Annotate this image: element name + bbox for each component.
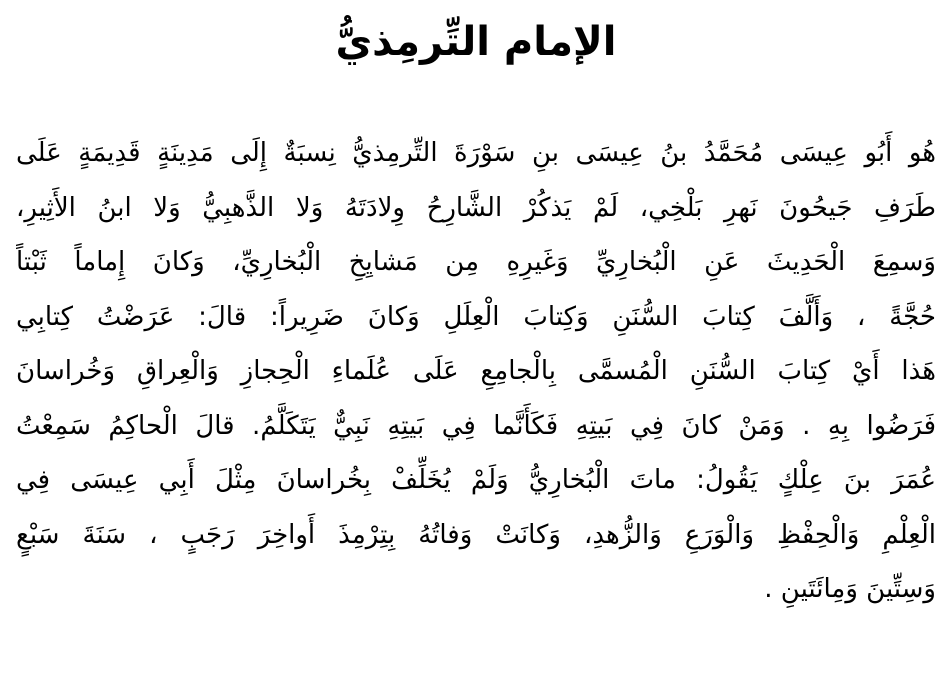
text-line: فَرَضُوا بِهِ . وَمَنْ كانَ فِي بَيتِهِ فَكَأَنَّما فِي بَيتِهِ نَبِيٌّ يَتَكَلَّمُ. قالَ الْحاكِمُ سَمِعْتُ [16,410,936,441]
text-line: وَسِتِّينَ وَمِائَتَينِ . [764,574,936,604]
biography-paragraph [16,126,936,617]
text-line: طَرَفِ جَيحُونَ نَهرِ بَلْخِي، لَمْ يَذكُرْ الشَّارِحُ وِلادَتَهُ وَلا الذَّهبِيُّ وَلا ابنُ الأَثِيرِ، [16,192,936,223]
text-line: حُجَّةً ، وَأَلَّفَ كِتابَ السُّنَنِ وَكِتابَ الْعِلَلِ وَكانَ ضَرِيراً: قالَ: عَرَضْتُ كِتابِي [16,301,936,332]
text-line: هُو أَبُو عِيسَى مُحَمَّدُ بنُ عِيسَى بنِ سَوْرَةَ التِّرمِذيُّ نِسبَةٌ إِلَى مَدِينَةٍ قَدِيمَةٍ عَلَى [16,138,936,168]
text-line: وَسمِعَ الْحَدِيثَ عَنِ الْبُخارِيِّ وَغَيرِهِ مِن مَشايِخِ الْبُخارِيِّ، وَكانَ إِماماً ثَبْتاً [16,247,936,277]
text-line: الْعِلْمِ وَالْحِفْظِ وَالْوَرَعِ وَالزُّهدِ، وَكانَتْ وَفاتُهُ بِتِرْمِذَ أَواخِرَ رَجَبٍ ، سَنَةَ سَبْعٍ [16,519,936,550]
text-line: عُمَرَ بنَ عِلْكٍ يَقُولُ: ماتَ الْبُخارِيُّ وَلَمْ يُخَلِّفْ بِخُراسانَ مِثْلَ أَبِي عِيسَى فِي [16,465,936,495]
page-title: الإمام التِّرمِذيُّ [335,19,617,65]
text-line: هَذا أَيْ كِتابَ السُّنَنِ الْمُسمَّى بِالْجامِعِ عَلَى عُلَماءِ الْحِجازِ وَالْعِراقِ وَخُراسانَ [16,356,936,386]
